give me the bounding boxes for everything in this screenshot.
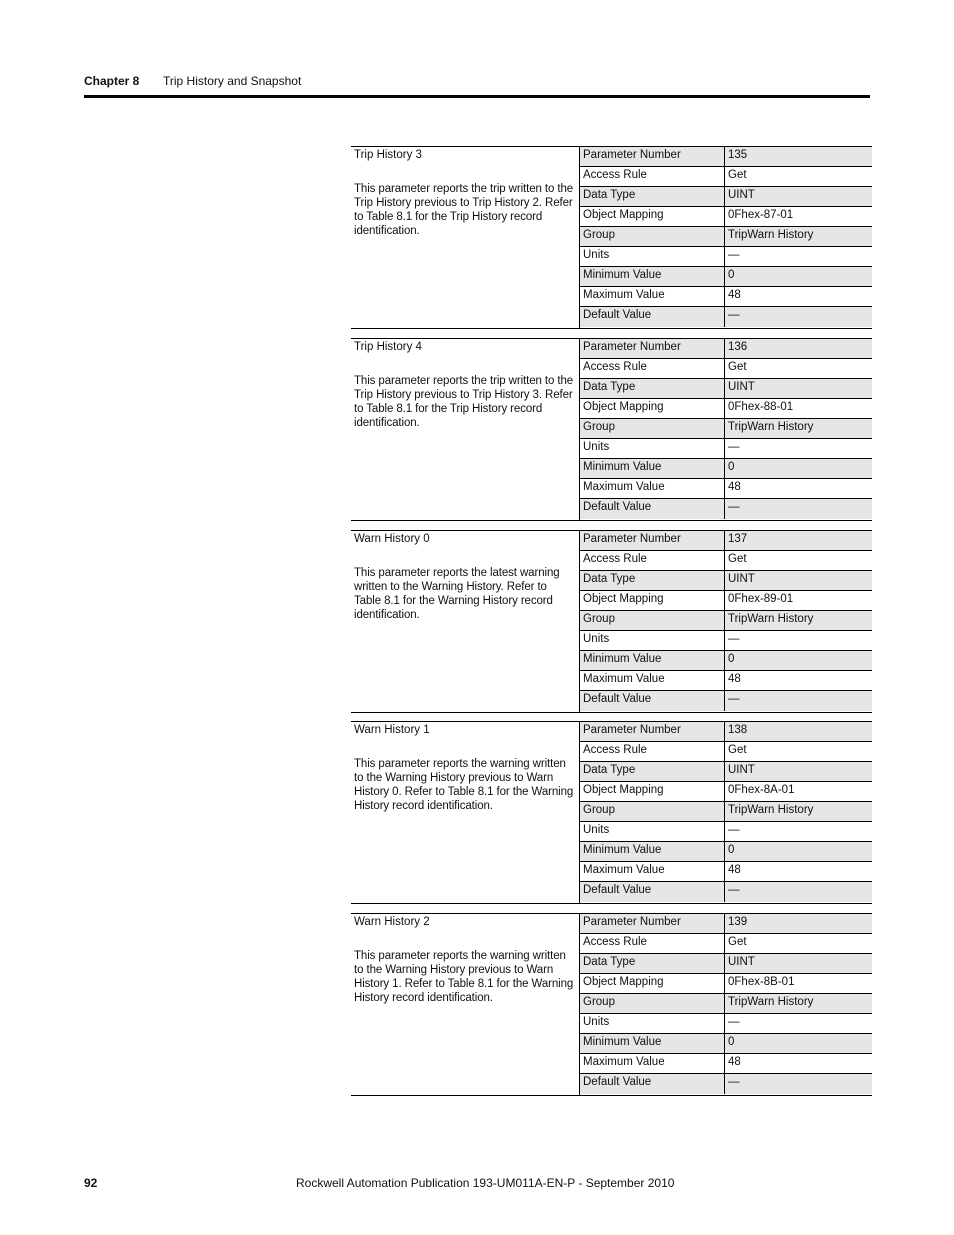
attribute-value: UINT [728,764,755,776]
attribute-label: Default Value [580,691,725,711]
parameter-name: Warn History 2 [354,916,430,928]
attribute-row-data-type [580,762,872,782]
attribute-label: Default Value [580,1074,725,1094]
attribute-row-group [580,802,872,822]
attribute-row-group [580,227,872,247]
attribute-value: Get [728,744,747,756]
attribute-label: Object Mapping [580,399,725,418]
attribute-row-minimum-value [580,1034,872,1054]
attribute-label: Data Type [580,379,725,398]
attribute-label: Default Value [580,307,725,327]
attribute-label: Group [580,802,725,821]
attribute-row-data-type [580,379,872,399]
attribute-value: 48 [728,481,741,493]
attribute-row-parameter-number [580,339,872,359]
attribute-row-object-mapping [580,782,872,802]
attribute-value: Get [728,936,747,948]
attribute-value: Get [728,361,747,373]
attribute-label: Group [580,419,725,438]
attribute-value: 0 [728,461,735,473]
attribute-label: Group [580,611,725,630]
attribute-row-parameter-number [580,147,872,167]
attribute-label: Minimum Value [580,651,725,670]
attribute-row-units [580,631,872,651]
attribute-value: TripWarn History [728,421,814,433]
attribute-value: TripWarn History [728,804,814,816]
attribute-row-object-mapping [580,399,872,419]
parameter-attributes-table [580,339,872,519]
attribute-row-units [580,247,872,267]
attribute-value: TripWarn History [728,229,814,241]
attribute-row-access-rule [580,551,872,571]
attribute-row-default-value [580,1074,872,1094]
attribute-row-access-rule [580,167,872,187]
attribute-label: Access Rule [580,551,725,570]
attribute-label: Data Type [580,571,725,590]
attribute-value: 0 [728,653,735,665]
attribute-value: — [728,501,740,513]
parameter-attributes-table [580,722,872,902]
attribute-row-data-type [580,954,872,974]
parameter-name: Warn History 0 [354,533,430,545]
attribute-value: 0 [728,269,735,281]
attribute-row-access-rule [580,359,872,379]
attribute-label: Maximum Value [580,862,725,881]
attribute-row-units [580,439,872,459]
attribute-value: UINT [728,956,755,968]
attribute-label: Parameter Number [580,914,725,933]
attribute-label: Object Mapping [580,974,725,993]
attribute-value: 0Fhex-87-01 [728,209,794,221]
attribute-label: Object Mapping [580,207,725,226]
attribute-label: Maximum Value [580,287,725,306]
attribute-row-object-mapping [580,974,872,994]
attribute-value: — [728,824,740,836]
attribute-value: 48 [728,1056,741,1068]
parameter-description-cell [351,914,580,1095]
attribute-value: UINT [728,189,755,201]
publication-info: Rockwell Automation Publication 193-UM011A-EN-P - September 2010 [296,1176,675,1190]
chapter-title: Trip History and Snapshot [163,74,302,88]
attribute-label: Parameter Number [580,147,725,166]
parameter-description: This parameter reports the warning written to the Warning History previous to Warn History 1. Refer to Table 8.1 for the Warning History record identification. [354,950,574,1004]
attribute-value: — [728,441,740,453]
parameter-block-trip-history-3 [351,146,872,329]
parameter-description-cell [351,339,580,520]
attribute-value: — [728,249,740,261]
attribute-value: 0Fhex-89-01 [728,593,794,605]
attribute-label: Units [580,247,725,266]
attribute-value: — [728,1076,740,1088]
attribute-value: 135 [728,149,748,161]
parameter-attributes-table [580,147,872,327]
attribute-label: Units [580,822,725,841]
parameter-description: This parameter reports the trip written to the Trip History previous to Trip History 3. Refer to Table 8.1 for the Trip History record identification. [354,375,574,429]
attribute-label: Access Rule [580,934,725,953]
attribute-row-maximum-value [580,862,872,882]
attribute-row-group [580,419,872,439]
attribute-row-minimum-value [580,651,872,671]
attribute-row-minimum-value [580,459,872,479]
attribute-label: Default Value [580,499,725,519]
parameter-name: Trip History 4 [354,341,422,353]
parameter-name: Warn History 1 [354,724,430,736]
attribute-label: Access Rule [580,742,725,761]
parameter-block-warn-history-0 [351,530,872,713]
attribute-value: 0Fhex-88-01 [728,401,794,413]
attribute-row-default-value [580,882,872,902]
attribute-label: Minimum Value [580,842,725,861]
attribute-row-maximum-value [580,1054,872,1074]
parameter-block-warn-history-2 [351,913,872,1096]
attribute-row-parameter-number [580,722,872,742]
attribute-row-object-mapping [580,591,872,611]
attribute-value: 136 [728,341,748,353]
attribute-value: TripWarn History [728,996,814,1008]
attribute-label: Data Type [580,187,725,206]
attribute-row-data-type [580,187,872,207]
attribute-label: Object Mapping [580,591,725,610]
attribute-value: 137 [728,533,748,545]
parameter-description: This parameter reports the latest warning written to the Warning History. Refer to Table 8.1 for the Warning History record identification. [354,567,560,621]
parameter-description-cell [351,722,580,903]
attribute-value: 138 [728,724,748,736]
attribute-value: — [728,633,740,645]
parameter-description-cell [351,147,580,328]
attribute-value: 48 [728,864,741,876]
attribute-label: Access Rule [580,167,725,186]
attribute-row-data-type [580,571,872,591]
attribute-value: Get [728,169,747,181]
attribute-row-minimum-value [580,842,872,862]
attribute-label: Data Type [580,762,725,781]
attribute-value: — [728,309,740,321]
attribute-row-parameter-number [580,914,872,934]
attribute-value: 0 [728,844,735,856]
attribute-label: Units [580,439,725,458]
attribute-value: UINT [728,381,755,393]
attribute-label: Parameter Number [580,722,725,741]
attribute-row-access-rule [580,742,872,762]
attribute-label: Minimum Value [580,267,725,286]
attribute-value: 48 [728,289,741,301]
attribute-row-group [580,994,872,1014]
attribute-label: Group [580,994,725,1013]
attribute-value: 48 [728,673,741,685]
attribute-value: — [728,693,740,705]
attribute-value: — [728,1016,740,1028]
parameter-description: This parameter reports the trip written to the Trip History previous to Trip History 2. Refer to Table 8.1 for the Trip History record identification. [354,183,574,237]
page-number: 92 [84,1176,98,1190]
attribute-row-maximum-value [580,479,872,499]
attribute-row-default-value [580,307,872,327]
attribute-label: Parameter Number [580,339,725,358]
parameter-description-cell [351,531,580,712]
attribute-row-group [580,611,872,631]
attribute-row-minimum-value [580,267,872,287]
attribute-row-access-rule [580,934,872,954]
attribute-value: Get [728,553,747,565]
header-rule [84,95,870,98]
attribute-row-default-value [580,691,872,711]
attribute-label: Maximum Value [580,479,725,498]
page-header [84,73,870,95]
parameter-attributes-table [580,914,872,1094]
parameter-name: Trip History 3 [354,149,422,161]
attribute-label: Units [580,631,725,650]
attribute-value: 0Fhex-8A-01 [728,784,795,796]
attribute-row-parameter-number [580,531,872,551]
attribute-row-units [580,1014,872,1034]
attribute-row-units [580,822,872,842]
attribute-label: Default Value [580,882,725,902]
chapter-label: Chapter 8 [84,74,140,88]
attribute-label: Data Type [580,954,725,973]
parameter-attributes-table [580,531,872,711]
parameter-description: This parameter reports the warning written to the Warning History previous to Warn History 0. Refer to Table 8.1 for the Warning History record identification. [354,758,574,812]
parameter-block-trip-history-4 [351,338,872,521]
attribute-value: TripWarn History [728,613,814,625]
attribute-label: Minimum Value [580,1034,725,1053]
attribute-value: 139 [728,916,748,928]
attribute-value: 0 [728,1036,735,1048]
attribute-row-default-value [580,499,872,519]
parameter-block-warn-history-1 [351,721,872,904]
attribute-label: Access Rule [580,359,725,378]
attribute-row-object-mapping [580,207,872,227]
attribute-value: UINT [728,573,755,585]
attribute-row-maximum-value [580,671,872,691]
attribute-label: Units [580,1014,725,1033]
attribute-label: Maximum Value [580,671,725,690]
attribute-value: 0Fhex-8B-01 [728,976,795,988]
attribute-label: Maximum Value [580,1054,725,1073]
attribute-label: Group [580,227,725,246]
attribute-value: — [728,884,740,896]
attribute-label: Object Mapping [580,782,725,801]
attribute-row-maximum-value [580,287,872,307]
attribute-label: Parameter Number [580,531,725,550]
attribute-label: Minimum Value [580,459,725,478]
